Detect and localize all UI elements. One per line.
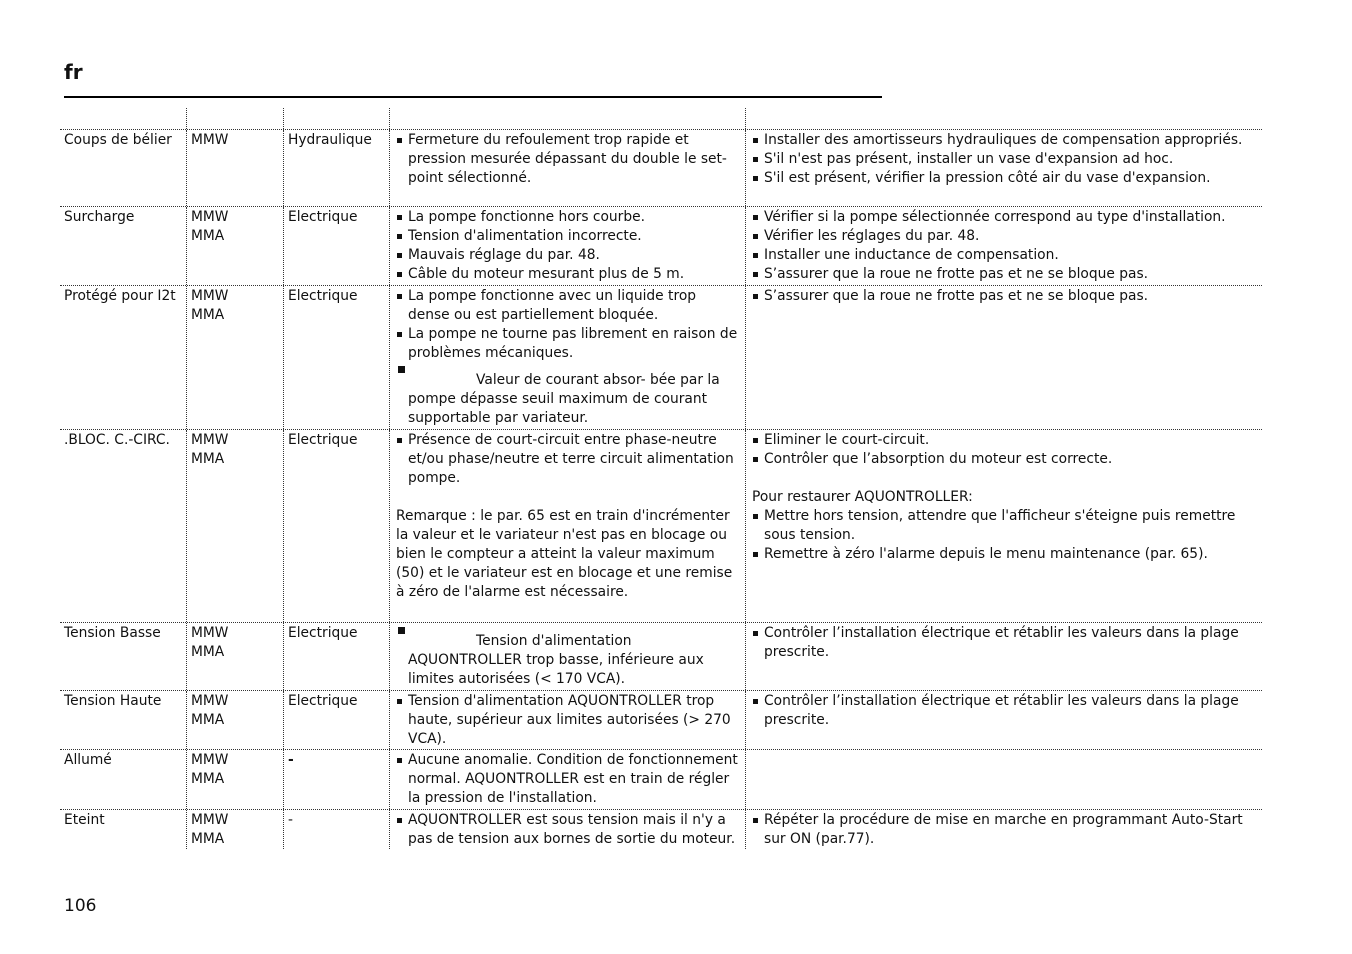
table-row: [60, 691, 1262, 750]
remedy-item: S’assurer que la roue ne frotte pas et ne se bloque pas.: [752, 265, 1258, 284]
alarm-type: Electrique: [283, 691, 389, 749]
cause-item: La pompe fonctionne hors courbe.: [396, 208, 741, 227]
remedies-cell: [745, 691, 1262, 749]
models-cell: [186, 130, 283, 206]
alarm-code: Tension Basse: [64, 625, 161, 641]
cause-note: Remarque : le par. 65 est en train d'incrémenter la valeur et le variateur n'est pas en blocage ou bien le compteur a atteint la valeur maximum (50) et le variateur est en blocage et une remise à zéro de l'alarme est nécessaire.: [396, 508, 733, 600]
remedy-item: S’assurer que la roue ne frotte pas et ne se bloque pas.: [752, 287, 1258, 306]
alarm-code: Tension Haute: [64, 693, 162, 709]
remedies-cell: [745, 430, 1262, 622]
table-row: [60, 286, 1262, 430]
remedy-item: Vérifier si la pompe sélectionnée correspond au type d'installation.: [752, 208, 1258, 227]
remedy-item: Vérifier les réglages du par. 48.: [752, 227, 1258, 246]
remedy-item: S'il est présent, vérifier la pression côté air du vase d'expansion.: [752, 169, 1258, 188]
model: MMW: [191, 432, 229, 448]
cause-item-large-bullet: [396, 624, 741, 689]
table-row: [60, 810, 1262, 849]
alarm-type: Electrique: [283, 430, 389, 622]
remedies-cell: [745, 810, 1262, 849]
model: MMA: [191, 771, 225, 787]
cause-item: Mauvais réglage du par. 48.: [396, 246, 741, 265]
model: MMA: [191, 307, 225, 323]
cause-item: La pompe ne tourne pas librement en raison de problèmes mécaniques.: [396, 325, 741, 363]
cause-item: Câble du moteur mesurant plus de 5 m.: [396, 265, 741, 284]
model: MMA: [191, 644, 225, 660]
models-cell: [186, 207, 283, 285]
cause-extra-first-line: Valeur de courant absor- bée par la: [476, 372, 720, 388]
model: MMW: [191, 288, 229, 304]
remedies-cell: [745, 750, 1262, 809]
cause-item-large-bullet: [396, 363, 741, 428]
cause-item: Présence de court-circuit entre phase-neutre et/ou phase/neutre et terre circuit alimentation pompe.: [396, 431, 741, 488]
causes-cell: [389, 430, 745, 622]
alarm-code: .BLOC. C.-CIRC.: [64, 432, 170, 448]
remedy-item: Eliminer le court-circuit.: [752, 431, 1258, 450]
alarm-type: Hydraulique: [283, 130, 389, 206]
causes-cell: [389, 286, 745, 429]
causes-cell: [389, 691, 745, 749]
models-cell: [186, 691, 283, 749]
cause-item: Tension d'alimentation AQUONTROLLER trop haute, supérieur aux limites autorisées (> 270 VCA).: [396, 692, 741, 749]
cause-item: AQUONTROLLER est sous tension mais il n'y a pas de tension aux bornes de sortie du moteur.: [396, 811, 741, 849]
remedy-item: Remettre à zéro l'alarme depuis le menu maintenance (par. 65).: [752, 545, 1258, 564]
model: MMW: [191, 693, 229, 709]
remedy-item: Répéter la procédure de mise en marche en programmant Auto-Start sur ON (par.77).: [752, 811, 1258, 849]
model: MMW: [191, 812, 229, 828]
header-cell-type: [283, 108, 389, 129]
remedies-cell: [745, 623, 1262, 690]
remedy-item: Contrôler que l’absorption du moteur est correcte.: [752, 450, 1258, 469]
causes-cell: [389, 130, 745, 206]
alarm-type: -: [283, 750, 389, 809]
table-row: [60, 623, 1262, 691]
table-header-row: [60, 108, 1262, 130]
alarm-type: -: [283, 810, 389, 849]
cause-item: Fermeture du refoulement trop rapide et pression mesurée dépassant du double le set-point sélectionné.: [396, 131, 741, 188]
alarm-code: Allumé: [64, 752, 112, 768]
cause-extra-rest: AQUONTROLLER trop basse, inférieure aux limites autorisées (< 170 VCA).: [408, 652, 704, 687]
remedies-cell: [745, 130, 1262, 206]
model: MMA: [191, 712, 225, 728]
alarm-type: Electrique: [283, 286, 389, 429]
header-cell-causes: [389, 108, 745, 129]
model: MMW: [191, 752, 229, 768]
cause-item: La pompe fonctionne avec un liquide trop dense ou est partiellement bloquée.: [396, 287, 741, 325]
alarm-table: [60, 108, 1262, 849]
models-cell: [186, 623, 283, 690]
models-cell: [186, 286, 283, 429]
causes-cell: [389, 750, 745, 809]
cause-extra-first-line: Tension d'alimentation: [476, 633, 632, 649]
table-row: [60, 430, 1262, 623]
language-label: fr: [64, 60, 83, 84]
header-cell-models: [186, 108, 283, 129]
remedy-item: Mettre hors tension, attendre que l'afficheur s'éteigne puis remettre sous tension.: [752, 507, 1258, 545]
remedies-cell: [745, 286, 1262, 429]
remedy-item: Contrôler l’installation électrique et rétablir les valeurs dans la plage prescrite.: [752, 692, 1258, 730]
remedies-cell: [745, 207, 1262, 285]
causes-cell: [389, 810, 745, 849]
remedy-item: S'il n'est pas présent, installer un vase d'expansion ad hoc.: [752, 150, 1258, 169]
header-cell-remedies: [745, 108, 1262, 129]
model: MMA: [191, 831, 225, 847]
remedy-note: Pour restaurer AQUONTROLLER:: [752, 489, 973, 505]
causes-cell: [389, 207, 745, 285]
header-cell-code: [60, 108, 186, 129]
model: MMW: [191, 209, 229, 225]
cause-item: Tension d'alimentation incorrecte.: [396, 227, 741, 246]
cause-extra-rest: pompe dépasse seuil maximum de courant supportable par variateur.: [408, 391, 708, 426]
remedy-item: Contrôler l’installation électrique et rétablir les valeurs dans la plage prescrite.: [752, 624, 1258, 662]
cause-item: Aucune anomalie. Condition de fonctionnement normal. AQUONTROLLER est en train de régler la pression de l'installation.: [396, 751, 741, 808]
alarm-type: Electrique: [283, 207, 389, 285]
table-row: [60, 130, 1262, 207]
model: MMW: [191, 625, 229, 641]
model: MMA: [191, 228, 225, 244]
alarm-code: Protégé pour I2t: [64, 288, 176, 304]
header-rule: [64, 96, 882, 98]
alarm-code: Coups de bélier: [64, 132, 172, 148]
remedy-item: Installer une inductance de compensation.: [752, 246, 1258, 265]
models-cell: [186, 430, 283, 622]
models-cell: [186, 810, 283, 849]
models-cell: [186, 750, 283, 809]
table-row: [60, 207, 1262, 286]
model: MMW: [191, 132, 229, 148]
remedy-item: Installer des amortisseurs hydrauliques de compensation appropriés.: [752, 131, 1258, 150]
alarm-type: Electrique: [283, 623, 389, 690]
alarm-code: Surcharge: [64, 209, 135, 225]
causes-cell: [389, 623, 745, 690]
table-row: [60, 750, 1262, 810]
model: MMA: [191, 451, 225, 467]
alarm-code: Eteint: [64, 812, 105, 828]
page-number: 106: [64, 896, 97, 916]
